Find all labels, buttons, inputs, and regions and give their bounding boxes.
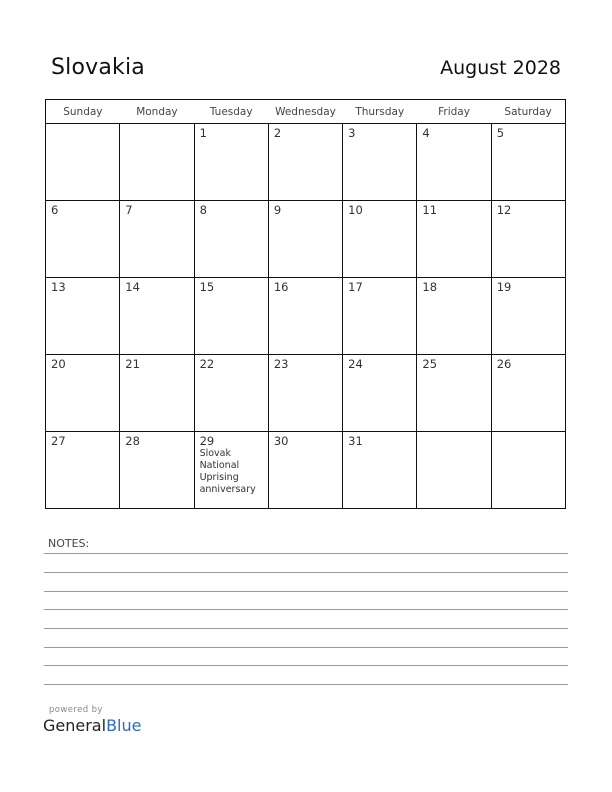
day-number: 5	[496, 126, 505, 140]
weekday-friday: Friday	[417, 100, 491, 124]
notes-line	[44, 572, 568, 573]
day-number: 9	[273, 203, 282, 217]
day-number: 30	[273, 434, 289, 448]
day-number: 25	[422, 357, 438, 371]
day-number: 17	[348, 280, 363, 294]
day-cell	[120, 355, 194, 432]
notes-line	[44, 591, 568, 592]
day-cell	[268, 201, 342, 278]
day-cell	[120, 278, 194, 355]
day-number: 29	[199, 434, 215, 448]
day-number: 11	[422, 203, 438, 217]
weekday-sunday: Sunday	[46, 100, 120, 124]
day-number: 28	[125, 434, 140, 448]
day-number: 10	[348, 203, 363, 217]
day-cell	[417, 124, 491, 201]
day-cell	[343, 124, 417, 201]
day-cell	[491, 432, 565, 509]
day-cell	[46, 278, 120, 355]
week-row	[46, 278, 566, 355]
day-cell	[491, 124, 565, 201]
day-number: 26	[496, 357, 512, 371]
weekday-saturday: Saturday	[491, 100, 565, 124]
day-cell	[46, 355, 120, 432]
day-number: 12	[496, 203, 512, 217]
notes-line	[44, 684, 568, 685]
day-cell	[417, 355, 491, 432]
day-cell	[46, 124, 120, 201]
day-cell	[194, 355, 268, 432]
day-number: 31	[348, 434, 363, 448]
day-cell	[343, 201, 417, 278]
day-cell	[343, 355, 417, 432]
day-cell	[120, 201, 194, 278]
weekday-wednesday: Wednesday	[268, 100, 342, 124]
day-number: 15	[199, 280, 215, 294]
brand-general: General	[43, 716, 107, 735]
day-number: 21	[125, 357, 140, 371]
day-cell	[268, 124, 342, 201]
week-row	[46, 355, 566, 432]
day-number: 6	[51, 203, 59, 217]
day-cell	[194, 278, 268, 355]
day-number: 20	[51, 357, 66, 371]
day-number: 22	[199, 357, 215, 371]
notes-line	[44, 609, 568, 610]
day-cell	[46, 432, 120, 509]
day-number: 16	[273, 280, 289, 294]
day-number: 3	[348, 126, 356, 140]
week-row	[46, 124, 566, 201]
day-number: 1	[199, 126, 207, 140]
holiday-label: Slovak National Uprising anniversary	[199, 448, 256, 495]
day-number: 13	[51, 280, 66, 294]
day-cell	[268, 432, 342, 509]
day-cell	[491, 201, 565, 278]
weekday-thursday: Thursday	[343, 100, 417, 124]
notes-line	[44, 647, 568, 648]
day-cell	[343, 432, 417, 509]
country-title: Slovakia	[51, 55, 145, 80]
day-number: 2	[273, 126, 282, 140]
day-number: 4	[422, 126, 430, 140]
notes-line	[44, 665, 568, 666]
day-number: 23	[273, 357, 289, 371]
day-number: 24	[348, 357, 363, 371]
day-cell	[120, 124, 194, 201]
day-cell	[268, 355, 342, 432]
month-year-title: August 2028	[440, 57, 561, 79]
day-cell	[194, 432, 268, 509]
powered-by-text: powered by	[49, 705, 103, 715]
day-number: 14	[125, 280, 140, 294]
day-number: 8	[199, 203, 207, 217]
day-number: 19	[496, 280, 512, 294]
calendar-grid	[45, 99, 566, 509]
day-cell	[194, 201, 268, 278]
day-cell	[194, 124, 268, 201]
day-cell	[417, 201, 491, 278]
notes-line	[44, 628, 568, 629]
day-cell	[491, 355, 565, 432]
day-cell	[268, 278, 342, 355]
day-cell	[120, 432, 194, 509]
weekday-tuesday: Tuesday	[194, 100, 268, 124]
day-cell	[417, 432, 491, 509]
day-cell	[343, 278, 417, 355]
notes-label: NOTES:	[48, 537, 90, 550]
week-row	[46, 201, 566, 278]
day-cell	[417, 278, 491, 355]
notes-line	[44, 553, 568, 554]
day-number: 7	[125, 203, 133, 217]
weekday-header-row	[46, 100, 566, 124]
weekday-monday: Monday	[120, 100, 194, 124]
generalblue-logo	[43, 716, 141, 735]
day-number: 18	[422, 280, 438, 294]
day-number: 27	[51, 434, 66, 448]
week-row	[46, 432, 566, 509]
day-cell	[46, 201, 120, 278]
day-cell	[491, 278, 565, 355]
brand-blue: Blue	[106, 716, 142, 735]
